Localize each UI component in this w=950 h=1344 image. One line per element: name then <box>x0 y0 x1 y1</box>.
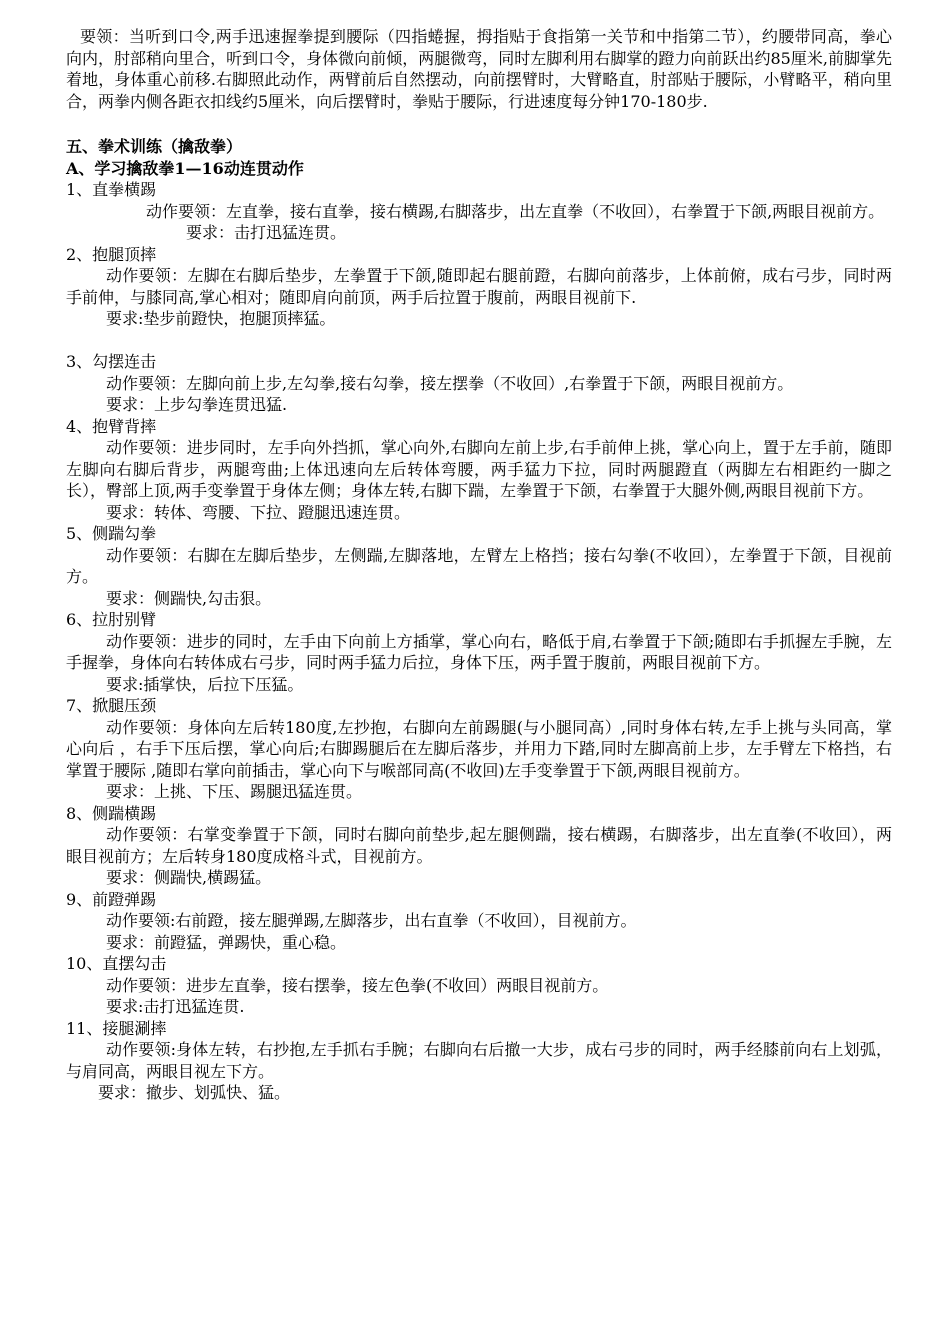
move-title: 9、前蹬弹踢 <box>66 889 157 909</box>
move-action: 动作要领：左脚在右脚后垫步，左拳置于下颌,随即起右腿前蹬，右脚向前落步，上体前俯，成右弓步，同时两手前伸，与膝同高,掌心相对；随即肩向前顶，两手后拉置于腹前，两眼目视前下. <box>66 266 892 307</box>
move-action: 动作要领：左直拳，接右直拳，接右横踢,右脚落步，出左直拳（不收回），右拳置于下颌,两眼目视前方。 <box>146 201 885 221</box>
section-gap <box>66 112 892 136</box>
section-title: 五、拳术训练（擒敌拳） <box>66 137 243 156</box>
move-requirement: 要求：侧踹快,勾击狠。 <box>106 588 272 608</box>
move-title: 10、直摆勾击 <box>66 954 167 973</box>
move-requirement: 要求：上步勾拳连贯迅猛. <box>106 395 288 414</box>
move-title: 5、侧踹勾拳 <box>66 524 157 543</box>
move-requirement: 要求：侧踹快,横踢猛。 <box>106 868 272 887</box>
move-action: 动作要领：右掌变拳置于下颌，同时右脚向前垫步,起左腿侧踹，接右横踢，右脚落步，出左直拳(不收回），两眼目视前方；左后转身180度成格斗式，目视前方。 <box>66 825 892 866</box>
move-title: 8、侧踹横踢 <box>66 803 157 823</box>
move-title: 11、接腿涮摔 <box>66 1018 167 1038</box>
move-title: 7、掀腿压颈 <box>66 696 157 715</box>
move-title: 4、抱臂背摔 <box>66 416 157 436</box>
document-page <box>66 26 892 1104</box>
move-requirement: 要求:击打迅猛连贯. <box>106 997 245 1016</box>
move-action: 动作要领：身体向左后转180度,左抄抱，右脚向左前踢腿(与小腿同高）,同时身体右转,左手上挑与头同高，掌心向后 ，右手下压后摆，掌心向后;右脚踢腿后在左脚后落步，并用力下踏,同时左脚高前上步，左手臂左下格挡，右掌置于腰际 ,随即右掌向前插击，掌心向下与喉部同高(不收回)左手变拳置于下颌,两眼目视前方。 <box>66 717 892 780</box>
move-title: 2、抱腿顶摔 <box>66 244 157 264</box>
move-action: 动作要领：进步左直拳，接右摆拳，接左色拳(不收回）两眼目视前方。 <box>106 975 609 995</box>
blank-line <box>66 330 892 352</box>
move-title: 6、拉肘别臂 <box>66 610 157 629</box>
move-action: 动作要领:右前蹬，接左腿弹踢,左脚落步，出右直拳（不收回），目视前方。 <box>106 911 637 930</box>
move-title: 3、勾摆连击 <box>66 352 157 371</box>
subsection-title: A、学习擒敌拳1—16动连贯动作 <box>66 158 304 178</box>
move-requirement: 要求:插掌快，后拉下压猛。 <box>106 674 304 694</box>
move-requirement: 要求：撤步、划弧快、猛。 <box>98 1083 291 1102</box>
move-requirement: 要求：前蹬猛，弹踢快，重心稳。 <box>106 932 347 952</box>
move-action: 动作要领：左脚向前上步,左勾拳,接右勾拳，接左摆拳（不收回）,右拳置于下颌，两眼目视前方。 <box>106 373 794 393</box>
move-requirement: 要求：击打迅猛连贯。 <box>186 223 347 242</box>
intro-paragraph: 要领：当听到口令,两手迅速握拳提到腰际（四指蜷握，拇指贴于食指第一关节和中指第二节），约腰带同高，拳心向内，肘部稍向里合，听到口令，身体微向前倾，两腿微弯，同时左脚利用右脚掌的蹬力向前跃出约85厘米,前脚掌先着地，身体重心前移.右脚照此动作，两臂前后自然摆动，向前摆臂时，大臂略直，肘部贴于腰际，小臂略平，稍向里合，两拳内侧各距衣扣线约5厘米，向后摆臂时，拳贴于腰际，行进速度每分钟170-180步. <box>66 27 892 111</box>
move-action: 动作要领：右脚在左脚后垫步，左侧踹,左脚落地，左臂左上格挡；接右勾拳(不收回），左拳置于下颌，目视前方。 <box>66 545 892 586</box>
move-action: 动作要领：进步的同时，左手由下向前上方插掌，掌心向右，略低于肩,右拳置于下颌;随即右手抓握左手腕，左手握拳，身体向右转体成右弓步，同时两手猛力后拉，身体下压，两手置于腹前，两眼目视前下方。 <box>66 631 892 672</box>
move-requirement: 要求：上挑、下压、踢腿迅猛连贯。 <box>106 782 363 801</box>
move-requirement: 要求:垫步前蹬快，抱腿顶摔猛。 <box>106 309 336 328</box>
move-action: 动作要领：进步同时，左手向外挡抓，掌心向外,右脚向左前上步,右手前伸上挑，掌心向上，置于左手前，随即左脚向右脚后背步，两腿弯曲;上体迅速向左后转体弯腰，两手猛力下拉，同时两腿蹬直（两脚左右相距约一脚之长），臀部上顶,两手变拳置于身体左侧；身体左转,右脚下踹，左拳置于下颌，右拳置于大腿外侧,两眼目视前下方。 <box>66 438 892 500</box>
move-requirement: 要求：转体、弯腰、下拉、蹬腿迅速连贯。 <box>106 502 411 522</box>
move-title: 1、直拳横踢 <box>66 180 157 199</box>
move-action: 动作要领:身体左转，右抄抱,左手抓右手腕；右脚向右后撤一大步，成右弓步的同时，两手经膝前向右上划弧，与肩同高，两眼目视左下方。 <box>66 1040 892 1081</box>
